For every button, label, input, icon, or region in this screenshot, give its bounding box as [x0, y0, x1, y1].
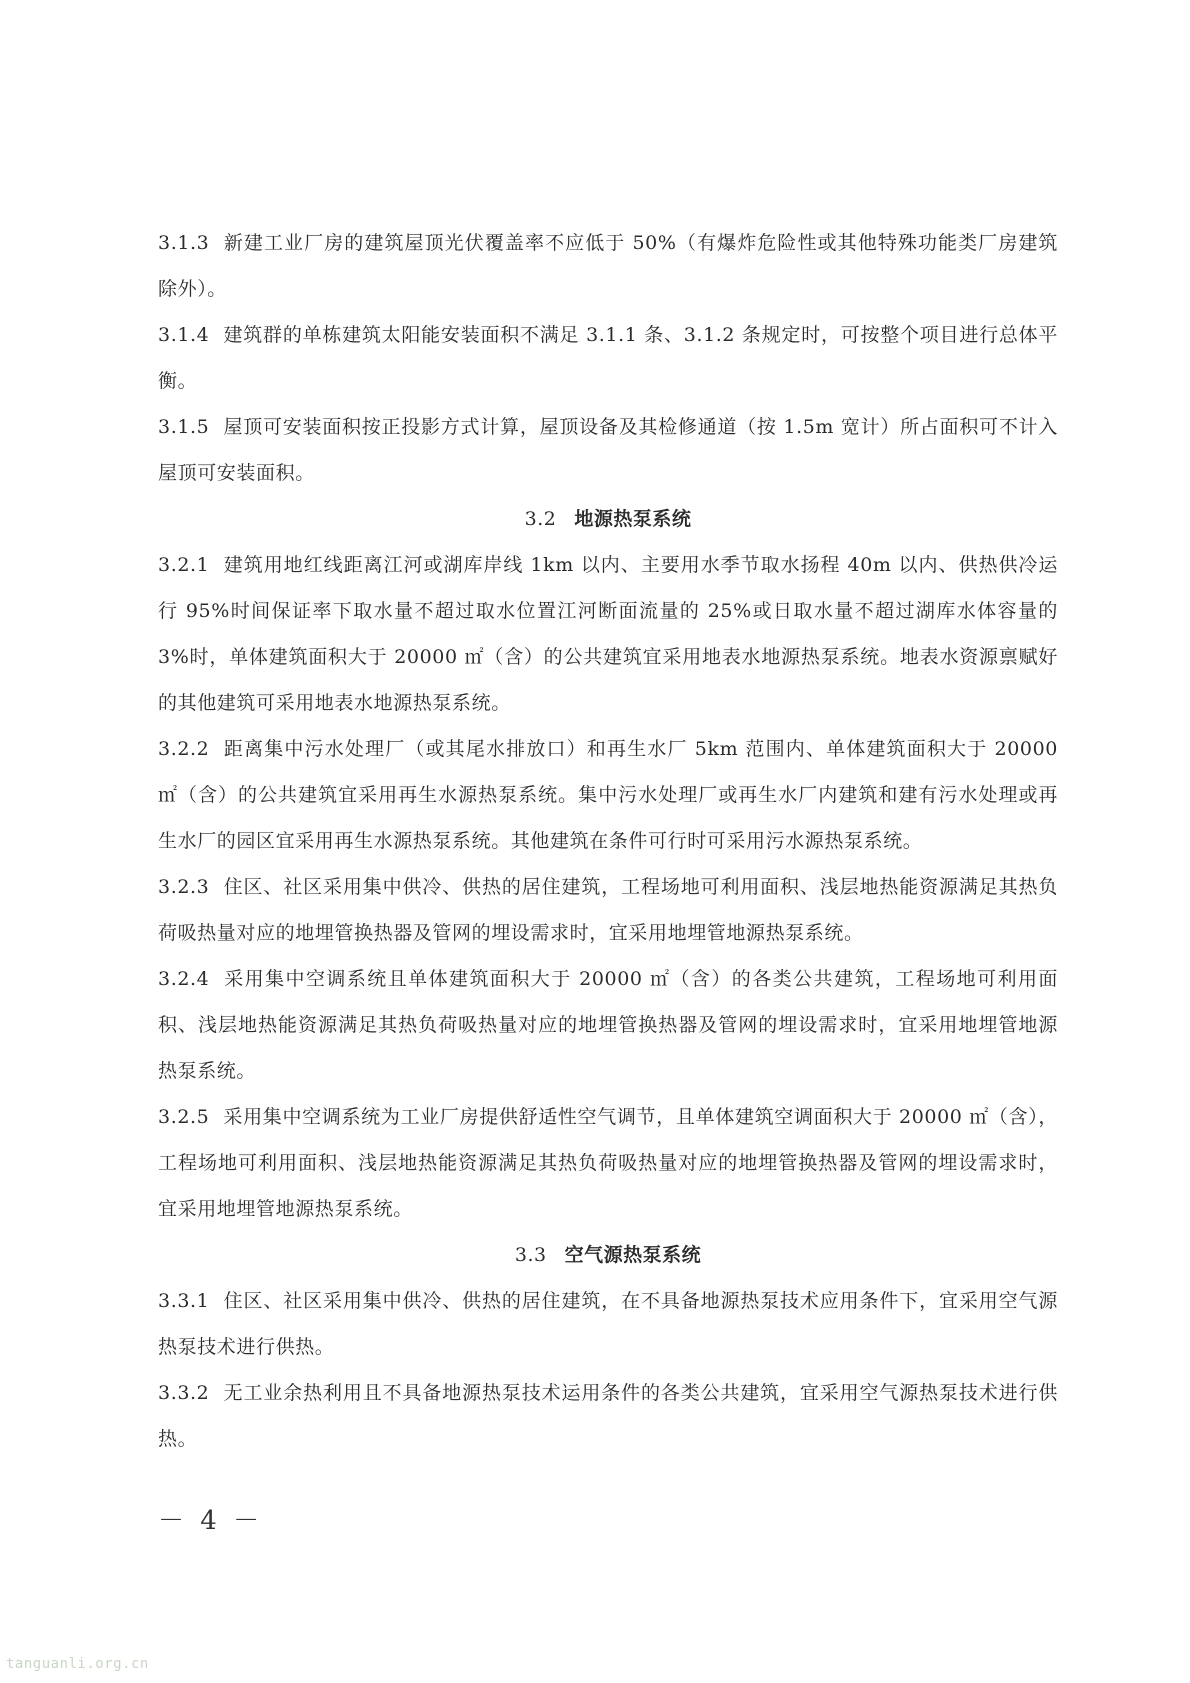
section-heading-3-2 [158, 496, 1058, 542]
clause-number: 3.2.2 [158, 738, 210, 760]
clause-3-1-5 [158, 404, 1058, 496]
clause-text: 建筑群的单栋建筑太阳能安装面积不满足 3.1.1 条、3.1.2 条规定时，可按整个项目进行总体平衡。 [158, 324, 1058, 392]
section-title: 空气源热泵系统 [564, 1244, 702, 1266]
clause-text: 采用集中空调系统为工业厂房提供舒适性空气调节，且单体建筑空调面积大于 20000 ㎡（含），工程场地可利用面积、浅层地热能资源满足其热负荷吸热量对应的地埋管换热器及管网的埋设需求时，宜采用地埋管地源热泵系统。 [158, 1106, 1058, 1220]
clause-number: 3.2.4 [158, 968, 210, 990]
clause-number: 3.1.4 [158, 324, 210, 346]
clause-text: 住区、社区采用集中供冷、供热的居住建筑，在不具备地源热泵技术应用条件下，宜采用空气源热泵技术进行供热。 [158, 1290, 1058, 1358]
page-number: － 4 － [158, 1506, 264, 1536]
clause-3-1-4 [158, 312, 1058, 404]
clause-3-1-3 [158, 220, 1058, 312]
watermark-text: tanguanli.org.cn [6, 1656, 149, 1672]
clause-number: 3.1.3 [158, 232, 210, 254]
clause-number: 3.2.1 [158, 554, 210, 576]
clause-3-3-1 [158, 1278, 1058, 1370]
section-number: 3.2 [524, 508, 557, 530]
clause-number: 3.2.5 [158, 1106, 210, 1128]
clause-number: 3.3.2 [158, 1382, 210, 1404]
clause-number: 3.2.3 [158, 876, 210, 898]
clause-text: 无工业余热利用且不具备地源热泵技术运用条件的各类公共建筑，宜采用空气源热泵技术进行供热。 [158, 1382, 1058, 1450]
clause-text: 距离集中污水处理厂（或其尾水排放口）和再生水厂 5km 范围内、单体建筑面积大于 20000 ㎡（含）的公共建筑宜采用再生水源热泵系统。集中污水处理厂或再生水厂内建筑和建有污水处理或再生水厂的园区宜采用再生水源热泵系统。其他建筑在条件可行时可采用污水源热泵系统。 [158, 738, 1058, 852]
clause-3-2-1 [158, 542, 1058, 726]
clause-text: 屋顶可安装面积按正投影方式计算，屋顶设备及其检修通道（按 1.5m 宽计）所占面积可不计入屋顶可安装面积。 [158, 416, 1058, 484]
clause-3-2-3 [158, 864, 1058, 956]
clause-text: 新建工业厂房的建筑屋顶光伏覆盖率不应低于 50%（有爆炸危险性或其他特殊功能类厂房建筑除外）。 [158, 232, 1058, 300]
clause-text: 建筑用地红线距离江河或湖库岸线 1km 以内、主要用水季节取水扬程 40m 以内、供热供冷运行 95%时间保证率下取水量不超过取水位置江河断面流量的 25%或日取水量不超过湖库水体容量的 3%时，单体建筑面积大于 20000 ㎡（含）的公共建筑宜采用地表水地源热泵系统。地表水资源禀赋好的其他建筑可采用地表水地源热泵系统。 [158, 554, 1058, 714]
clause-number: 3.3.1 [158, 1290, 210, 1312]
clause-3-2-2 [158, 726, 1058, 864]
section-number: 3.3 [514, 1244, 547, 1266]
clause-text: 采用集中空调系统且单体建筑面积大于 20000 ㎡（含）的各类公共建筑，工程场地可利用面积、浅层地热能资源满足其热负荷吸热量对应的地埋管换热器及管网的埋设需求时，宜采用地埋管地源热泵系统。 [158, 968, 1058, 1082]
section-title: 地源热泵系统 [574, 508, 692, 530]
section-heading-3-3 [158, 1232, 1058, 1278]
clause-number: 3.1.5 [158, 416, 210, 438]
clause-3-3-2 [158, 1370, 1058, 1462]
document-body [158, 220, 1058, 1462]
clause-text: 住区、社区采用集中供冷、供热的居住建筑，工程场地可利用面积、浅层地热能资源满足其热负荷吸热量对应的地埋管换热器及管网的埋设需求时，宜采用地埋管地源热泵系统。 [158, 876, 1058, 944]
clause-3-2-4 [158, 956, 1058, 1094]
clause-3-2-5 [158, 1094, 1058, 1232]
